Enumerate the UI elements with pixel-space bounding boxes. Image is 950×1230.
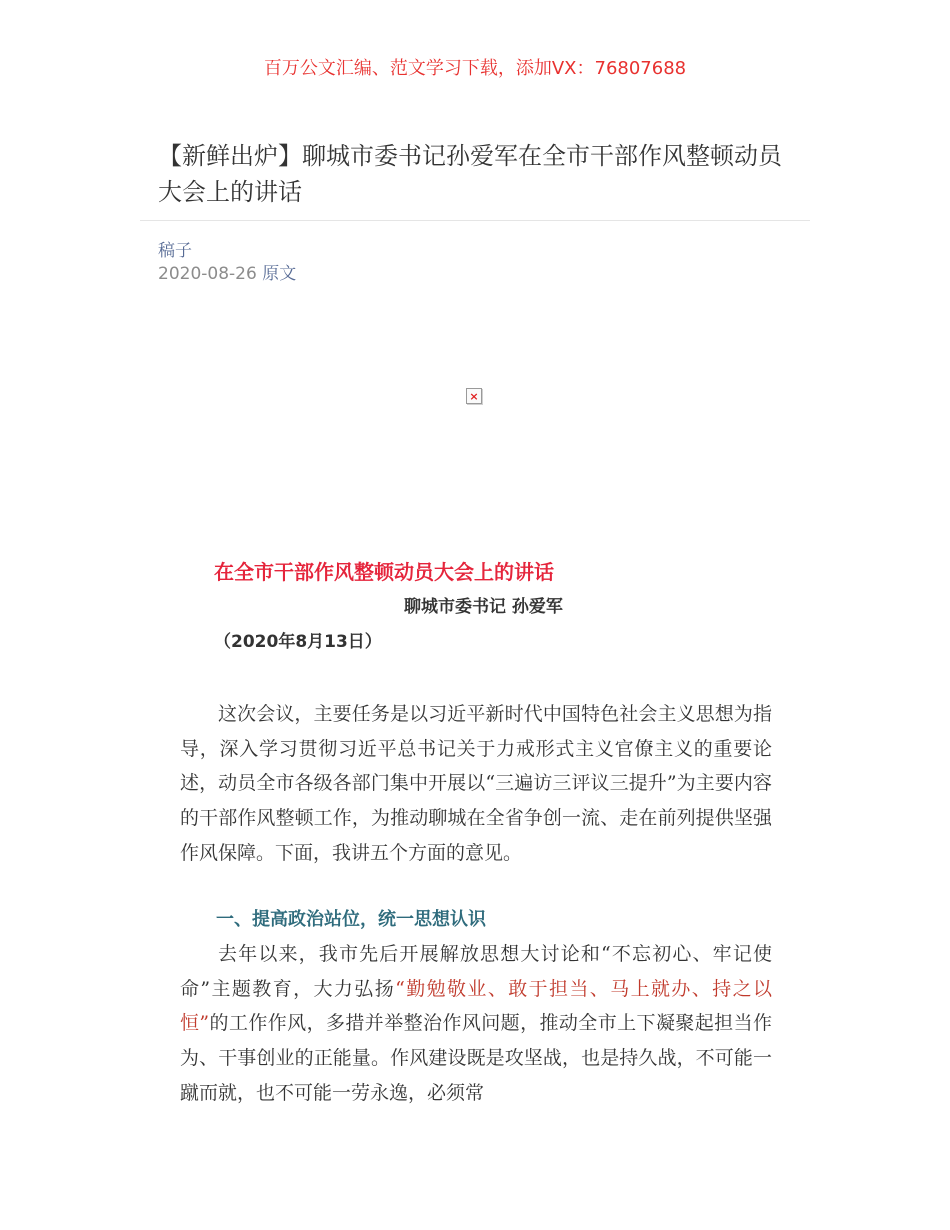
broken-image-icon: × — [466, 388, 482, 404]
speech-date: （2020年8月13日） — [214, 632, 382, 652]
promo-banner: 百万公文汇编、范文学习下载，添加VX：76807688 — [263, 58, 687, 79]
section1-paragraph — [180, 937, 772, 1111]
section1-text-part2: 的工作作风，多措并举整治作风问题，推动全市上下凝聚起担当作为、干事创业的正能量。作风建设既是攻坚战，也是持久战，不可能一蹴而就，也不可能一劳永逸，必须常 — [180, 1012, 772, 1104]
section-heading-1: 一、提高政治站位，统一思想认识 — [216, 909, 486, 930]
section1-text-part1: 去年以来，我市先后开展解放思想大讨论和“不忘初心、牢记使命”主题教育，大力弘扬 — [180, 943, 772, 1000]
speech-title: 在全市干部作风整顿动员大会上的讲话 — [214, 560, 554, 584]
section1-highlight: “勤勉敬业、敢于担当、马上就办、持之以恒” — [180, 977, 773, 1035]
intro-paragraph: 这次会议，主要任务是以习近平新时代中国特色社会主义思想为指导，深入学习贯彻习近平总书记关于力戒形式主义官僚主义的重要论述，动员全市各级各部门集中开展以“三遍访三评议三提升”为主要内容的干部作风整顿工作，为推动聊城在全省争创一流、走在前列提供坚强作风保障。下面，我讲五个方面的意见。 — [180, 703, 772, 864]
article-meta — [158, 263, 296, 285]
publish-date: 2020-08-26 — [158, 264, 257, 284]
article-author[interactable]: 稿子 — [158, 241, 192, 261]
origin-link[interactable]: 原文 — [262, 264, 297, 284]
article-title: 【新鲜出炉】聊城市委书记孙爱军在全市干部作风整顿动员大会上的讲话 — [158, 142, 782, 206]
speech-speaker: 聊城市委书记 孙爱军 — [404, 597, 563, 617]
title-divider — [140, 220, 810, 221]
